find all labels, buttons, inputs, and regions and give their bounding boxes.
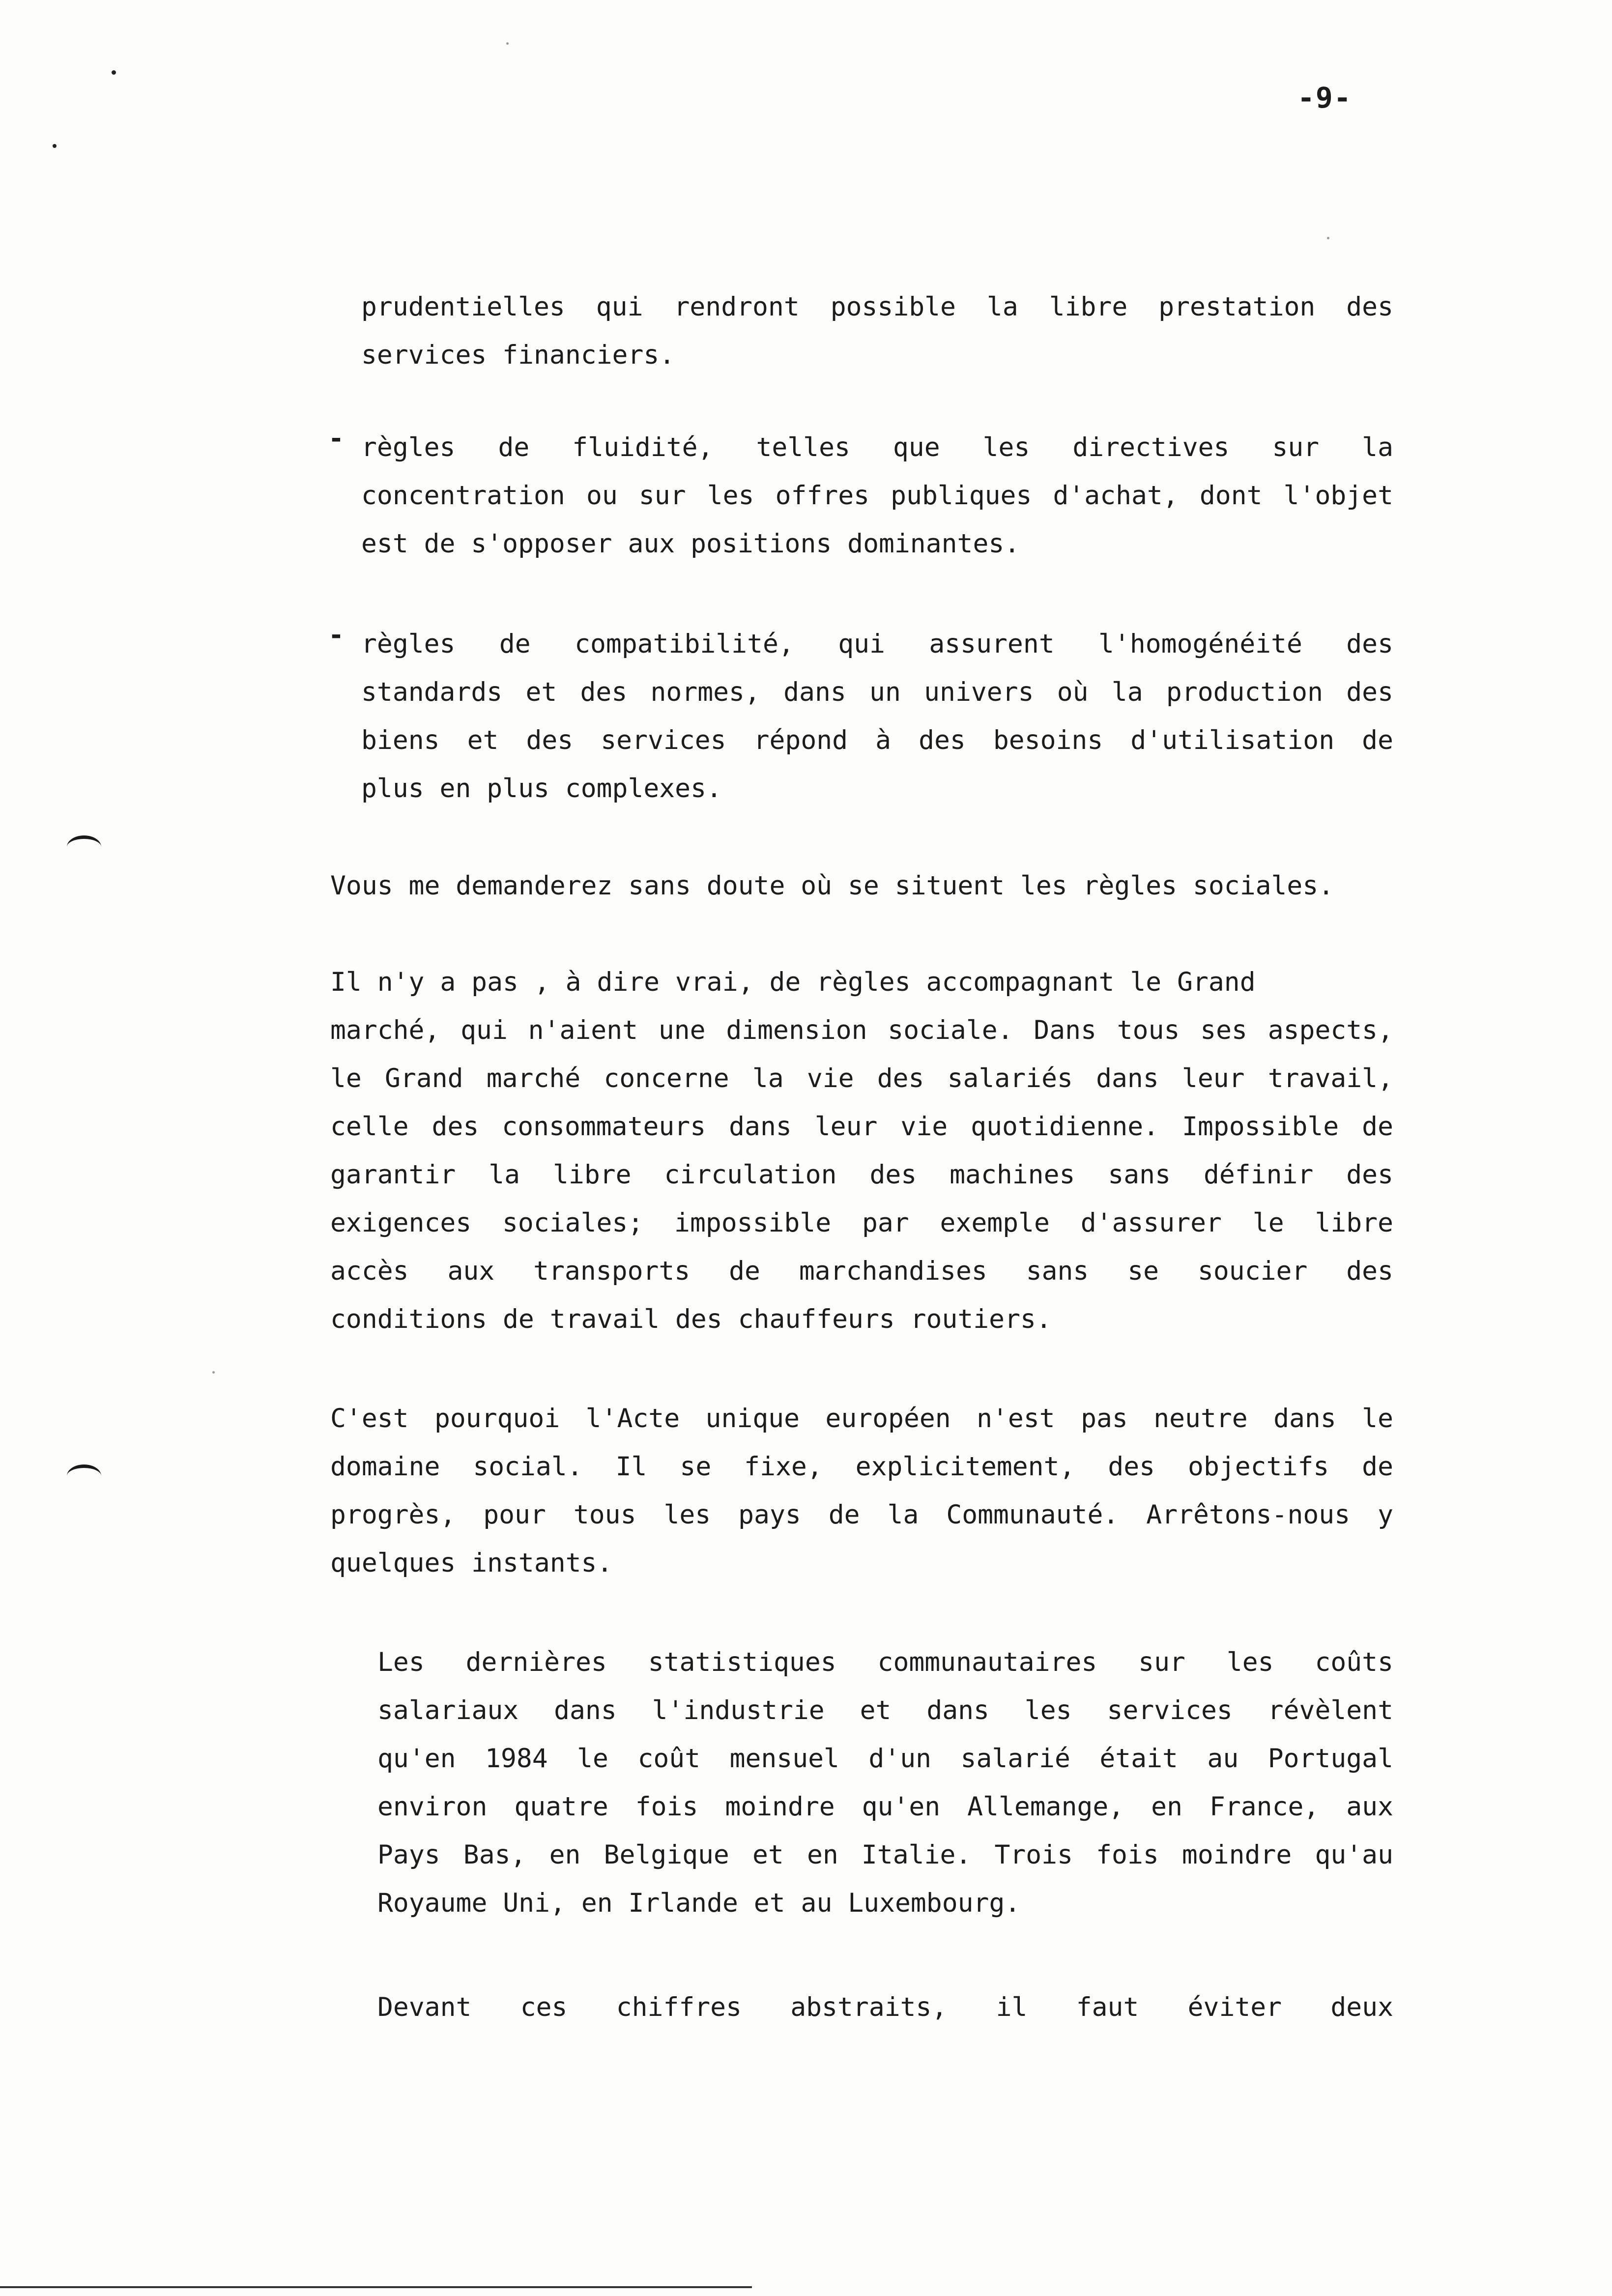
text-line: salariaux dans l'industrie et dans les services révèlent bbox=[377, 1695, 1393, 1725]
text-line: biens et des services répond à des besoins d'utilisation de bbox=[361, 725, 1393, 755]
text-line: services financiers. bbox=[361, 340, 675, 370]
text-line: qu'en 1984 le coût mensuel d'un salarié était au Portugal bbox=[377, 1744, 1393, 1774]
text-line: quelques instants. bbox=[330, 1548, 613, 1578]
paragraph bbox=[330, 862, 1393, 910]
text-line: Les dernières statistiques communautaires sur les coûts bbox=[377, 1647, 1393, 1677]
page-bottom-rule bbox=[0, 2286, 752, 2288]
text-line: Devant ces chiffres abstraits, il faut éviter deux bbox=[377, 1992, 1393, 2022]
text-line: domaine social. Il se fixe, explicitement, des objectifs de bbox=[330, 1452, 1393, 1482]
punch-hole-mark bbox=[67, 835, 101, 859]
page-number: -9- bbox=[1297, 81, 1352, 115]
text-line: garantir la libre circulation des machines sans définir des bbox=[330, 1160, 1393, 1190]
text-line: conditions de travail des chauffeurs routiers. bbox=[330, 1304, 1052, 1334]
scan-speck bbox=[506, 42, 509, 45]
text-line: celle des consommateurs dans leur vie quotidienne. Impossible de bbox=[330, 1112, 1393, 1142]
text-line: Royaume Uni, en Irlande et au Luxembourg. bbox=[377, 1888, 1021, 1918]
bullet-dash: - bbox=[328, 620, 344, 650]
text-line: est de s'opposer aux positions dominantes. bbox=[361, 529, 1020, 559]
text-line: Il n'y a pas , à dire vrai, de règles accompagnant le Grand bbox=[330, 967, 1256, 997]
scan-speck bbox=[53, 144, 57, 148]
text-line: le Grand marché concerne la vie des salariés dans leur travail, bbox=[330, 1063, 1393, 1093]
paragraph bbox=[330, 1395, 1393, 1587]
bullet-paragraph bbox=[361, 424, 1393, 568]
text-line: concentration ou sur les offres publiques d'achat, dont l'objet bbox=[361, 481, 1393, 511]
text-line: Vous me demanderez sans doute où se situent les règles sociales. bbox=[330, 871, 1334, 901]
punch-hole-mark bbox=[67, 1464, 101, 1488]
scan-speck bbox=[112, 70, 116, 75]
text-line: progrès, pour tous les pays de la Communauté. Arrêtons-nous y bbox=[330, 1500, 1393, 1530]
text-line: C'est pourquoi l'Acte unique européen n'est pas neutre dans le bbox=[330, 1404, 1393, 1434]
text-line: règles de fluidité, telles que les directives sur la bbox=[361, 432, 1393, 462]
text-line: marché, qui n'aient une dimension sociale. Dans tous ses aspects, bbox=[330, 1015, 1393, 1045]
indented-paragraph bbox=[377, 1638, 1393, 1927]
text-line: règles de compatibilité, qui assurent l'homogénéité des bbox=[361, 629, 1393, 659]
bullet-dash: - bbox=[328, 424, 344, 454]
text-line: standards et des normes, dans un univers où la production des bbox=[361, 677, 1393, 707]
indented-paragraph bbox=[377, 1983, 1393, 2032]
paragraph bbox=[361, 283, 1393, 379]
text-line: accès aux transports de marchandises sans se soucier des bbox=[330, 1256, 1393, 1286]
scan-speck bbox=[212, 1371, 215, 1374]
text-line: plus en plus complexes. bbox=[361, 774, 722, 804]
text-line: environ quatre fois moindre qu'en Allemange, en France, aux bbox=[377, 1792, 1393, 1822]
scan-speck bbox=[1327, 237, 1329, 239]
text-line: prudentielles qui rendront possible la libre prestation des bbox=[361, 292, 1393, 322]
bullet-paragraph bbox=[361, 620, 1393, 813]
text-line: exigences sociales; impossible par exemple d'assurer le libre bbox=[330, 1208, 1393, 1238]
paragraph bbox=[330, 958, 1393, 1344]
text-line: Pays Bas, en Belgique et en Italie. Trois fois moindre qu'au bbox=[377, 1840, 1393, 1870]
